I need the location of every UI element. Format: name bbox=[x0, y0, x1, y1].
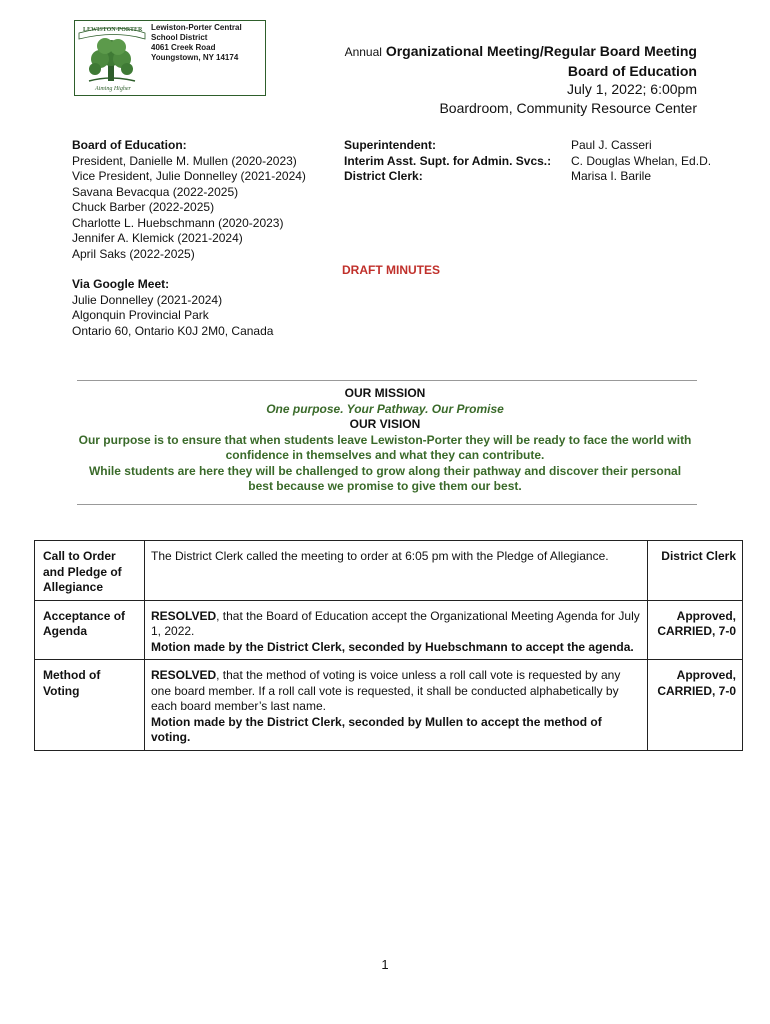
board-member: Charlotte L. Huebschmann (2020-2023) bbox=[72, 215, 284, 230]
table-row bbox=[35, 541, 743, 601]
board-heading: Board of Education: bbox=[72, 138, 187, 152]
remote-heading: Via Google Meet: bbox=[72, 277, 170, 291]
logo-banner-text: LEWISTON-PORTER bbox=[83, 27, 143, 33]
vision-text: best because we promise to give them our best. bbox=[248, 479, 522, 493]
vision-text: While students are here they will be challenged to grow along their pathway and discover their personal bbox=[88, 463, 682, 478]
vision-text: Our purpose is to ensure that when students leave Lewiston-Porter they will be ready to face the world with bbox=[78, 432, 692, 447]
logo-line: Youngstown, NY 14174 bbox=[151, 53, 239, 62]
motion-text: Motion made by the District Clerk, seconded by Mullen to accept the method of voting. bbox=[151, 714, 602, 744]
board-member: April Saks (2022-2025) bbox=[72, 246, 195, 261]
agenda-status: Approved, CARRIED, 7-0 bbox=[648, 600, 743, 660]
remote-attendance bbox=[72, 277, 273, 339]
agenda-item: Acceptance of Agenda bbox=[35, 600, 145, 660]
table-row bbox=[35, 660, 743, 751]
logo-address bbox=[151, 23, 242, 63]
vision-text: confidence in themselves and what they can contribute. bbox=[225, 448, 545, 462]
official-label: District Clerk: bbox=[344, 169, 423, 183]
mission-text: One purpose. Your Pathway. Our Promise bbox=[266, 401, 504, 416]
agenda-table bbox=[34, 540, 743, 751]
remote-line: Algonquin Provincial Park bbox=[72, 308, 209, 322]
divider bbox=[77, 504, 697, 505]
remote-line: Ontario 60, Ontario K0J 2M0, Canada bbox=[72, 323, 274, 338]
officials-names bbox=[571, 138, 711, 185]
vision-heading: OUR VISION bbox=[349, 417, 421, 431]
meeting-body: Board of Education bbox=[567, 62, 697, 79]
board-members-list bbox=[72, 138, 306, 262]
agenda-description: , that the method of voting is voice unless a roll call vote is requested by any one board member. If a roll call vote is requested, it shall be conducted alphabetically by each board member’s last name. bbox=[151, 668, 621, 713]
board-member: Savana Bevacqua (2022-2025) bbox=[72, 184, 239, 199]
mission-heading: OUR MISSION bbox=[344, 386, 426, 400]
meeting-location: Boardroom, Community Resource Center bbox=[439, 99, 697, 116]
logo-line: School District bbox=[151, 33, 208, 42]
meeting-title-prefix: Annual bbox=[344, 45, 382, 59]
agenda-item: Call to Order and Pledge of Allegiance bbox=[35, 541, 145, 601]
agenda-text bbox=[145, 541, 648, 601]
official-label: Interim Asst. Supt. for Admin. Svcs.: bbox=[344, 153, 552, 168]
resolved-label: RESOLVED bbox=[151, 668, 217, 682]
official-label: Superintendent: bbox=[344, 138, 436, 152]
logo-line: Lewiston-Porter Central bbox=[151, 23, 242, 32]
district-logo bbox=[74, 20, 266, 96]
official-name: Paul J. Casseri bbox=[571, 138, 652, 152]
agenda-description: The District Clerk called the meeting to order at 6:05 pm with the Pledge of Allegiance. bbox=[151, 549, 609, 563]
official-name: C. Douglas Whelan, Ed.D. bbox=[571, 153, 712, 168]
board-member: Chuck Barber (2022-2025) bbox=[72, 200, 215, 214]
board-member: President, Danielle M. Mullen (2020-2023) bbox=[72, 153, 297, 168]
divider bbox=[77, 380, 697, 381]
mission-vision-block bbox=[77, 386, 693, 495]
resolved-label: RESOLVED bbox=[151, 608, 217, 623]
official-name: Marisa I. Barile bbox=[571, 169, 652, 183]
board-member: Vice President, Julie Donnelley (2021-2024) bbox=[72, 169, 306, 183]
agenda-text bbox=[145, 600, 648, 660]
agenda-description: , that the Board of Education accept the Organizational Meeting Agenda for July 1, 2022. bbox=[151, 608, 640, 638]
agenda-item: Method of Voting bbox=[35, 660, 145, 751]
board-member: Jennifer A. Klemick (2021-2024) bbox=[72, 231, 243, 245]
logo-motto: Aiming Higher bbox=[95, 86, 131, 92]
motion-text: Motion made by the District Clerk, seconded by Huebschmann to accept the agenda. bbox=[151, 639, 634, 654]
meeting-date: July 1, 2022; 6:00pm bbox=[567, 81, 697, 97]
officials-labels bbox=[344, 138, 551, 185]
draft-minutes-label: DRAFT MINUTES bbox=[342, 263, 440, 277]
page-number: 1 bbox=[381, 957, 389, 972]
logo-line: 4061 Creek Road bbox=[151, 43, 216, 52]
meeting-title-main: Organizational Meeting/Regular Board Meeting bbox=[385, 43, 697, 59]
agenda-text bbox=[145, 660, 648, 751]
agenda-status: Approved, CARRIED, 7-0 bbox=[648, 660, 743, 751]
remote-line: Julie Donnelley (2021-2024) bbox=[72, 292, 223, 307]
meeting-header bbox=[345, 42, 697, 117]
agenda-status: District Clerk bbox=[648, 541, 743, 601]
table-row bbox=[35, 600, 743, 660]
meeting-title bbox=[345, 42, 697, 62]
